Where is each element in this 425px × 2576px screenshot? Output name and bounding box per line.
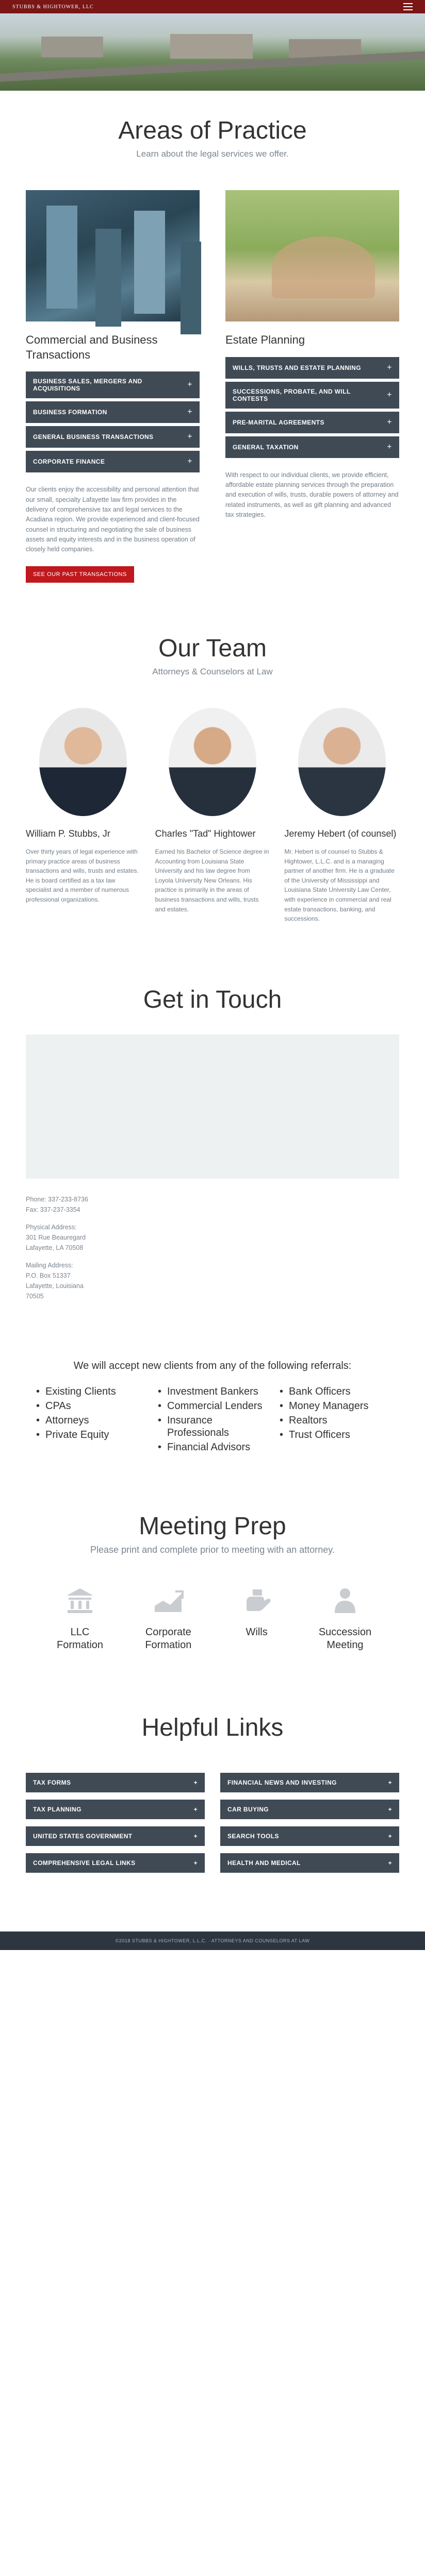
hand-icon	[241, 1586, 272, 1614]
links-column-right	[220, 1773, 399, 1880]
practice-title: Areas of Practice	[118, 117, 307, 144]
footer-text: ©2018 STUBBS & HIGHTOWER, L.L.C. · ATTORNEYS AND COUNSELORS AT LAW	[115, 1938, 310, 1943]
prep-form-llc[interactable]	[46, 1586, 113, 1652]
site-footer	[0, 1931, 425, 1950]
meeting-prep-subtitle: Please print and complete prior to meeting with an attorney.	[90, 1544, 335, 1555]
team-member-bio: Earned his Bachelor of Science degree in Accounting from Louisiana State University and his law degree from Loyola University New Orleans. His practice is primarily in the areas of business transactions and wills, trusts and estates.	[155, 848, 269, 913]
team-member-card	[155, 708, 270, 924]
practice-body-commercial: Our clients enjoy the accessibility and personal attention that our small, specialty Lafayette law firm provides in the delivery of comprehensive tax and legal services to the Acadiana region. We provide experienced and client-focused counsel in structuring and negotiating the sale of business assets and equity interests and in the business operation of closely held companies.	[26, 486, 200, 553]
list-item: • Realtors	[280, 1414, 389, 1427]
practice-column-estate	[225, 190, 399, 583]
team-member-bio: Over thirty years of legal experience with primary practice areas of business transactions and wills, trusts and estates. He is board certified as a tax law specialist and a member of numerous professional organizations.	[26, 848, 139, 904]
phone-number[interactable]: Phone: 337-233-8736	[26, 1195, 88, 1203]
list-item: • Financial Advisors	[158, 1441, 267, 1453]
plus-icon: +	[187, 457, 192, 466]
prep-form-corporate[interactable]	[135, 1586, 202, 1652]
referral-list	[36, 1385, 145, 1455]
helpful-link-item[interactable]: COMPREHENSIVE LEGAL LINKS +	[26, 1853, 205, 1873]
practice-accordion-item[interactable]: GENERAL TAXATION +	[225, 436, 399, 458]
mailing-address-line: P.O. Box 51337	[26, 1272, 71, 1279]
family-photo-image	[225, 190, 399, 321]
team-member-card	[26, 708, 141, 924]
physical-address-line: Lafayette, LA 70508	[26, 1244, 84, 1251]
contact-details	[26, 1194, 399, 1301]
chart-icon	[153, 1586, 184, 1614]
mailing-address-label: Mailing Address:	[26, 1261, 73, 1269]
avatar	[39, 708, 127, 816]
list-item: • Money Managers	[280, 1400, 389, 1412]
plus-icon: +	[193, 1778, 198, 1786]
fax-number: Fax: 337-237-3354	[26, 1206, 80, 1213]
practice-column-commercial	[26, 190, 200, 583]
prep-form-label: LLC Formation	[56, 1626, 104, 1651]
practice-accordion-item[interactable]: PRE-MARITAL AGREEMENTS +	[225, 412, 399, 433]
mailing-address-line: 70505	[26, 1292, 44, 1300]
hero-banner	[0, 13, 425, 91]
list-item: • Bank Officers	[280, 1385, 389, 1398]
plus-icon: +	[387, 417, 392, 427]
list-item: • Trust Officers	[280, 1429, 389, 1441]
helpful-link-item[interactable]: UNITED STATES GOVERNMENT +	[26, 1826, 205, 1846]
prep-form-label: Wills	[246, 1626, 268, 1638]
practice-accordion-item[interactable]: SUCCESSIONS, PROBATE, AND WILL CONTESTS +	[225, 382, 399, 409]
links-column-left	[26, 1773, 205, 1880]
team-section	[0, 614, 425, 965]
building-icon	[64, 1586, 95, 1614]
plus-icon: +	[388, 1832, 392, 1840]
plus-icon: +	[388, 1805, 392, 1813]
team-member-name: William P. Stubbs, Jr	[26, 828, 110, 839]
physical-address-label: Physical Address:	[26, 1223, 77, 1231]
referral-list	[158, 1385, 267, 1455]
practice-heading-estate: Estate Planning	[225, 333, 305, 346]
prep-form-label: Corporate Formation	[145, 1626, 192, 1651]
physical-address-line: 301 Rue Beauregard	[26, 1233, 86, 1241]
helpful-link-item[interactable]: TAX FORMS +	[26, 1773, 205, 1792]
plus-icon: +	[388, 1778, 392, 1786]
practice-heading-commercial: Commercial and Business Transactions	[26, 333, 158, 361]
plus-icon: +	[387, 442, 392, 451]
plus-icon: +	[187, 380, 192, 389]
team-member-name: Jeremy Hebert (of counsel)	[284, 828, 397, 839]
practice-accordion-item[interactable]: CORPORATE FINANCE +	[26, 451, 200, 472]
list-item: • CPAs	[36, 1400, 145, 1412]
helpful-link-item[interactable]: FINANCIAL NEWS AND INVESTING +	[220, 1773, 399, 1792]
hamburger-menu-icon[interactable]	[403, 3, 413, 10]
plus-icon: +	[387, 390, 392, 399]
helpful-links-title: Helpful Links	[141, 1714, 284, 1741]
map-embed[interactable]	[26, 1035, 399, 1179]
meeting-prep-title: Meeting Prep	[139, 1512, 286, 1540]
list-item: • Investment Bankers	[158, 1385, 267, 1398]
helpful-link-item[interactable]: SEARCH TOOLS +	[220, 1826, 399, 1846]
past-transactions-button[interactable]: SEE OUR PAST TRANSACTIONS	[26, 566, 134, 583]
referrals-section	[0, 1340, 425, 1492]
prep-form-wills[interactable]	[223, 1586, 290, 1652]
list-item: • Insurance Professionals	[158, 1414, 267, 1439]
site-header	[0, 0, 425, 13]
prep-form-label: Succession Meeting	[318, 1626, 372, 1651]
practice-accordion-item[interactable]: WILLS, TRUSTS AND ESTATE PLANNING +	[225, 357, 399, 379]
practice-accordion-item[interactable]: BUSINESS SALES, MERGERS AND ACQUISITIONS +	[26, 371, 200, 398]
mailing-address-line: Lafayette, Louisiana	[26, 1282, 84, 1290]
helpful-link-item[interactable]: TAX PLANNING +	[26, 1800, 205, 1819]
list-item: • Attorneys	[36, 1414, 145, 1427]
practice-subtitle: Learn about the legal services we offer.	[136, 149, 289, 159]
plus-icon: +	[193, 1859, 198, 1867]
list-item: • Existing Clients	[36, 1385, 145, 1398]
plus-icon: +	[388, 1859, 392, 1867]
team-title: Our Team	[158, 634, 267, 662]
team-subtitle: Attorneys & Counselors at Law	[152, 666, 273, 676]
plus-icon: +	[193, 1805, 198, 1813]
plus-icon: +	[187, 432, 192, 442]
contact-section	[0, 965, 425, 1340]
practice-accordion-item[interactable]: GENERAL BUSINESS TRANSACTIONS +	[26, 426, 200, 448]
practice-accordion-item[interactable]: BUSINESS FORMATION +	[26, 401, 200, 423]
avatar	[169, 708, 256, 816]
city-skyline-image	[26, 190, 200, 321]
practice-body-estate: With respect to our individual clients, we provide efficient, affordable estate planning services through the preparation and execution of wills, trusts, durable powers of attorney and related instruments, as well as gift planning and advanced tax strategies.	[225, 471, 399, 519]
meeting-prep-section	[0, 1492, 425, 1693]
team-member-card	[284, 708, 399, 924]
helpful-link-item[interactable]: HEALTH AND MEDICAL +	[220, 1853, 399, 1873]
list-item: • Private Equity	[36, 1429, 145, 1441]
helpful-link-item[interactable]: CAR BUYING +	[220, 1800, 399, 1819]
site-logo[interactable]: STUBBS & HIGHTOWER, LLC	[12, 4, 94, 10]
referrals-heading: We will accept new clients from any of the following referrals:	[73, 1360, 352, 1371]
plus-icon: +	[387, 363, 392, 372]
helpful-links-section	[0, 1693, 425, 1901]
team-member-name: Charles "Tad" Hightower	[155, 828, 256, 839]
practice-section	[0, 91, 425, 614]
person-icon	[330, 1586, 361, 1614]
plus-icon: +	[187, 408, 192, 417]
avatar	[298, 708, 386, 816]
referral-list	[280, 1385, 389, 1455]
prep-form-succession[interactable]	[312, 1586, 379, 1652]
team-member-bio: Mr. Hebert is of counsel to Stubbs & Hightower, L.L.C. and is a managing partner of another firm. He is a graduate of the University of Mississippi and Louisiana State University Law Center, with experience in commercial and real estate transactions, banking, and successions.	[284, 848, 395, 923]
plus-icon: +	[193, 1832, 198, 1840]
list-item: • Commercial Lenders	[158, 1400, 267, 1412]
contact-title: Get in Touch	[143, 986, 282, 1013]
